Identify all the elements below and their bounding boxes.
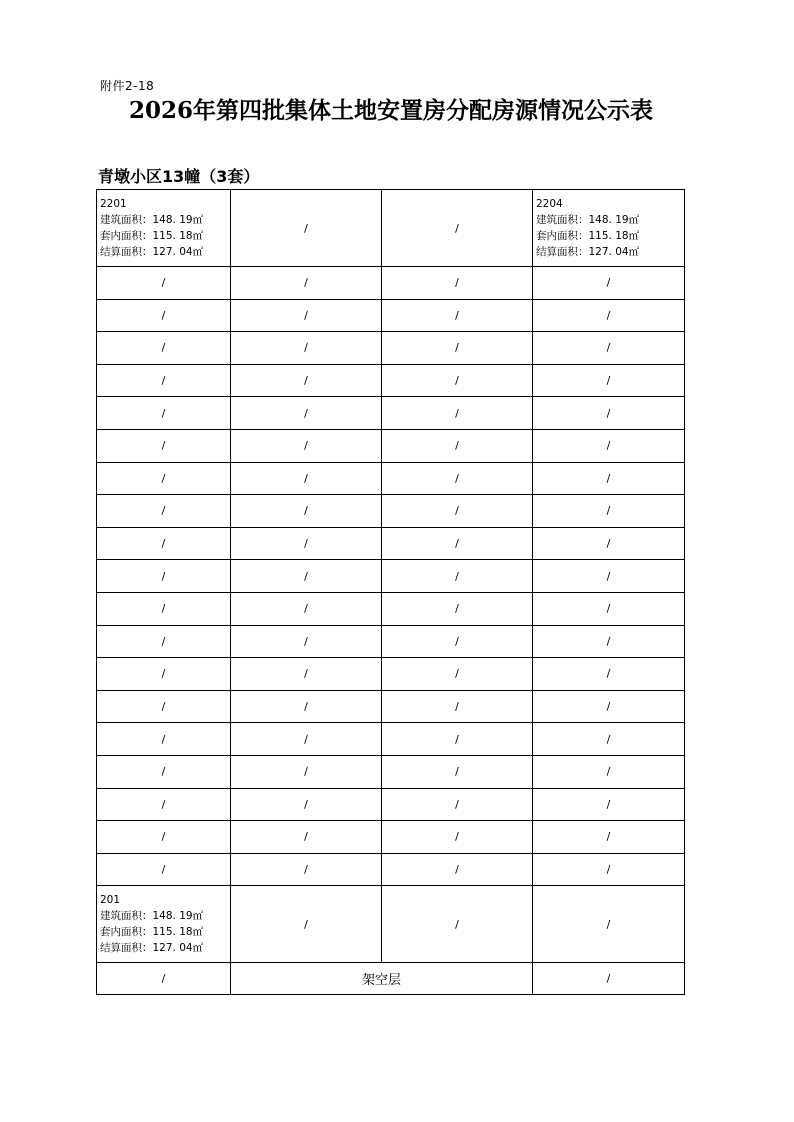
unit-number: 2204 xyxy=(536,198,563,210)
empty-cell xyxy=(97,788,231,821)
empty-cell xyxy=(97,625,231,658)
empty-cell xyxy=(533,299,685,332)
unit-settle-area: 结算面积：127. 04㎡ xyxy=(100,942,204,955)
slash-mark: / xyxy=(304,341,308,355)
slash-mark: / xyxy=(606,537,611,551)
empty-cell xyxy=(97,690,231,723)
slash-mark: / xyxy=(304,537,308,551)
unit-cell-2204 xyxy=(533,190,685,267)
slash-mark: / xyxy=(455,830,459,844)
slash-mark: / xyxy=(304,797,308,811)
slash-mark: / xyxy=(304,374,308,388)
slash-mark: / xyxy=(304,667,308,681)
table-row xyxy=(97,495,685,528)
empty-cell xyxy=(97,364,231,397)
slash-mark: / xyxy=(304,221,308,235)
empty-cell xyxy=(382,788,533,821)
slash-mark: / xyxy=(161,634,166,648)
empty-cell xyxy=(231,462,382,495)
table-row xyxy=(97,658,685,691)
slash-mark: / xyxy=(455,341,459,355)
empty-cell xyxy=(231,267,382,300)
slash-mark: / xyxy=(161,667,166,681)
empty-cell xyxy=(231,723,382,756)
empty-cell xyxy=(382,723,533,756)
page-title: 2026年第四批集体土地安置房分配房源情况公示表 xyxy=(128,97,653,124)
slash-mark: / xyxy=(304,765,308,779)
table-row xyxy=(97,821,685,854)
empty-cell xyxy=(231,625,382,658)
unit-build-area: 建筑面积：148. 19㎡ xyxy=(100,214,204,226)
empty-cell xyxy=(97,462,231,495)
table-row xyxy=(97,886,685,963)
slash-mark: / xyxy=(455,602,459,616)
empty-cell xyxy=(382,332,533,365)
unit-number: 201 xyxy=(100,894,121,907)
attachment-label: 附件2-18 xyxy=(100,79,155,93)
slash-mark: / xyxy=(161,374,166,388)
slash-mark: / xyxy=(606,700,611,714)
unit-cell-201 xyxy=(97,886,231,963)
slash-mark: / xyxy=(161,439,166,453)
empty-cell xyxy=(533,332,685,365)
empty-cell xyxy=(231,495,382,528)
slash-mark: / xyxy=(606,667,611,681)
slash-mark: / xyxy=(455,276,459,290)
slash-mark: / xyxy=(455,634,459,648)
unit-settle-area: 结算面积：127. 04㎡ xyxy=(536,246,640,258)
slash-mark: / xyxy=(304,917,308,931)
empty-cell xyxy=(97,267,231,300)
empty-cell xyxy=(382,853,533,886)
unit-settle-area: 结算面积：127. 04㎡ xyxy=(100,246,204,258)
slash-mark: / xyxy=(161,972,166,986)
empty-cell xyxy=(97,658,231,691)
slash-mark: / xyxy=(161,308,166,322)
empty-cell xyxy=(382,299,533,332)
empty-cell xyxy=(97,560,231,593)
ground-floor-cell: 架空层 xyxy=(231,963,533,995)
empty-cell xyxy=(382,267,533,300)
slash-mark: / xyxy=(161,797,166,811)
empty-cell xyxy=(97,429,231,462)
slash-mark: / xyxy=(455,862,459,876)
empty-cell xyxy=(97,332,231,365)
slash-mark: / xyxy=(161,341,166,355)
slash-mark: / xyxy=(455,537,459,551)
empty-cell xyxy=(231,299,382,332)
slash-mark: / xyxy=(161,862,166,876)
table-row xyxy=(97,267,685,300)
slash-mark: / xyxy=(606,634,611,648)
empty-cell xyxy=(231,755,382,788)
empty-cell xyxy=(382,364,533,397)
empty-cell xyxy=(231,190,382,267)
empty-cell xyxy=(382,658,533,691)
slash-mark: / xyxy=(304,308,308,322)
empty-cell xyxy=(231,690,382,723)
empty-cell xyxy=(533,853,685,886)
slash-mark: / xyxy=(161,276,166,290)
empty-cell xyxy=(97,495,231,528)
slash-mark: / xyxy=(455,797,459,811)
slash-mark: / xyxy=(304,732,308,746)
empty-cell xyxy=(533,527,685,560)
table-row xyxy=(97,690,685,723)
slash-mark: / xyxy=(304,862,308,876)
slash-mark: / xyxy=(161,471,166,485)
empty-cell xyxy=(382,190,533,267)
empty-cell xyxy=(382,755,533,788)
slash-mark: / xyxy=(606,471,611,485)
table-row xyxy=(97,853,685,886)
table-row xyxy=(97,332,685,365)
empty-cell xyxy=(382,397,533,430)
empty-cell xyxy=(97,963,231,995)
slash-mark: / xyxy=(455,471,459,485)
slash-mark: / xyxy=(606,504,611,518)
slash-mark: / xyxy=(455,732,459,746)
empty-cell xyxy=(231,821,382,854)
slash-mark: / xyxy=(606,862,611,876)
slash-mark: / xyxy=(455,765,459,779)
empty-cell xyxy=(533,755,685,788)
empty-cell xyxy=(97,299,231,332)
slash-mark: / xyxy=(161,765,166,779)
empty-cell xyxy=(231,658,382,691)
slash-mark: / xyxy=(455,700,459,714)
table-row xyxy=(97,527,685,560)
slash-mark: / xyxy=(304,569,308,583)
table-row xyxy=(97,560,685,593)
empty-cell xyxy=(382,495,533,528)
slash-mark: / xyxy=(606,308,611,322)
table-row xyxy=(97,429,685,462)
empty-cell xyxy=(231,592,382,625)
empty-cell xyxy=(382,886,533,963)
empty-cell xyxy=(533,723,685,756)
empty-cell xyxy=(382,429,533,462)
slash-mark: / xyxy=(606,732,611,746)
slash-mark: / xyxy=(606,406,611,420)
empty-cell xyxy=(97,723,231,756)
slash-mark: / xyxy=(304,439,308,453)
slash-mark: / xyxy=(161,602,166,616)
empty-cell xyxy=(231,527,382,560)
housing-table xyxy=(96,189,685,995)
slash-mark: / xyxy=(606,972,611,986)
table-row xyxy=(97,625,685,658)
slash-mark: / xyxy=(455,504,459,518)
empty-cell xyxy=(231,788,382,821)
slash-mark: / xyxy=(161,504,166,518)
unit-cell-2201 xyxy=(97,190,231,267)
slash-mark: / xyxy=(304,700,308,714)
empty-cell xyxy=(533,788,685,821)
empty-cell xyxy=(382,527,533,560)
unit-inner-area: 套内面积：115. 18㎡ xyxy=(536,230,640,242)
empty-cell xyxy=(382,560,533,593)
empty-cell xyxy=(231,886,382,963)
slash-mark: / xyxy=(304,504,308,518)
building-subtitle: 青墩小区13幢（3套） xyxy=(98,167,260,186)
unit-inner-area: 套内面积：115. 18㎡ xyxy=(100,926,204,939)
table-row xyxy=(97,755,685,788)
slash-mark: / xyxy=(606,765,611,779)
slash-mark: / xyxy=(161,537,166,551)
slash-mark: / xyxy=(606,276,611,290)
empty-cell xyxy=(533,560,685,593)
unit-number: 2201 xyxy=(100,198,127,210)
slash-mark: / xyxy=(161,732,166,746)
empty-cell xyxy=(533,397,685,430)
empty-cell xyxy=(97,397,231,430)
empty-cell xyxy=(533,886,685,963)
empty-cell xyxy=(533,429,685,462)
table-row xyxy=(97,462,685,495)
table-row xyxy=(97,190,685,267)
empty-cell xyxy=(97,592,231,625)
slash-mark: / xyxy=(606,797,611,811)
empty-cell xyxy=(231,429,382,462)
empty-cell xyxy=(533,592,685,625)
table-row xyxy=(97,397,685,430)
empty-cell xyxy=(382,462,533,495)
empty-cell xyxy=(97,527,231,560)
slash-mark: / xyxy=(304,634,308,648)
empty-cell xyxy=(533,658,685,691)
slash-mark: / xyxy=(606,439,611,453)
slash-mark: / xyxy=(455,569,459,583)
empty-cell xyxy=(382,592,533,625)
empty-cell xyxy=(533,690,685,723)
empty-cell xyxy=(231,560,382,593)
table-row xyxy=(97,963,685,995)
slash-mark: / xyxy=(455,439,459,453)
empty-cell xyxy=(382,625,533,658)
slash-mark: / xyxy=(455,374,459,388)
table-row xyxy=(97,723,685,756)
slash-mark: / xyxy=(455,667,459,681)
empty-cell xyxy=(97,755,231,788)
slash-mark: / xyxy=(304,406,308,420)
slash-mark: / xyxy=(161,569,166,583)
unit-inner-area: 套内面积：115. 18㎡ xyxy=(100,230,204,242)
table-row xyxy=(97,364,685,397)
empty-cell xyxy=(231,397,382,430)
table-row xyxy=(97,299,685,332)
empty-cell xyxy=(533,963,685,995)
slash-mark: / xyxy=(455,406,459,420)
slash-mark: / xyxy=(304,471,308,485)
empty-cell xyxy=(533,267,685,300)
slash-mark: / xyxy=(304,602,308,616)
empty-cell xyxy=(231,364,382,397)
slash-mark: / xyxy=(161,700,166,714)
slash-mark: / xyxy=(304,276,308,290)
empty-cell xyxy=(382,690,533,723)
slash-mark: / xyxy=(304,830,308,844)
table-row xyxy=(97,788,685,821)
slash-mark: / xyxy=(606,569,611,583)
slash-mark: / xyxy=(606,374,611,388)
slash-mark: / xyxy=(455,308,459,322)
empty-cell xyxy=(533,364,685,397)
empty-cell xyxy=(231,332,382,365)
unit-build-area: 建筑面积：148. 19㎡ xyxy=(100,910,204,923)
slash-mark: / xyxy=(161,406,166,420)
empty-cell xyxy=(533,462,685,495)
slash-mark: / xyxy=(606,830,611,844)
slash-mark: / xyxy=(455,221,459,235)
empty-cell xyxy=(97,821,231,854)
empty-cell xyxy=(382,821,533,854)
empty-cell xyxy=(533,495,685,528)
slash-mark: / xyxy=(161,830,166,844)
slash-mark: / xyxy=(606,602,611,616)
empty-cell xyxy=(533,625,685,658)
unit-build-area: 建筑面积：148. 19㎡ xyxy=(536,214,640,226)
empty-cell xyxy=(231,853,382,886)
slash-mark: / xyxy=(606,917,611,931)
slash-mark: / xyxy=(606,341,611,355)
empty-cell xyxy=(97,853,231,886)
slash-mark: / xyxy=(455,917,459,931)
empty-cell xyxy=(533,821,685,854)
table-row xyxy=(97,592,685,625)
